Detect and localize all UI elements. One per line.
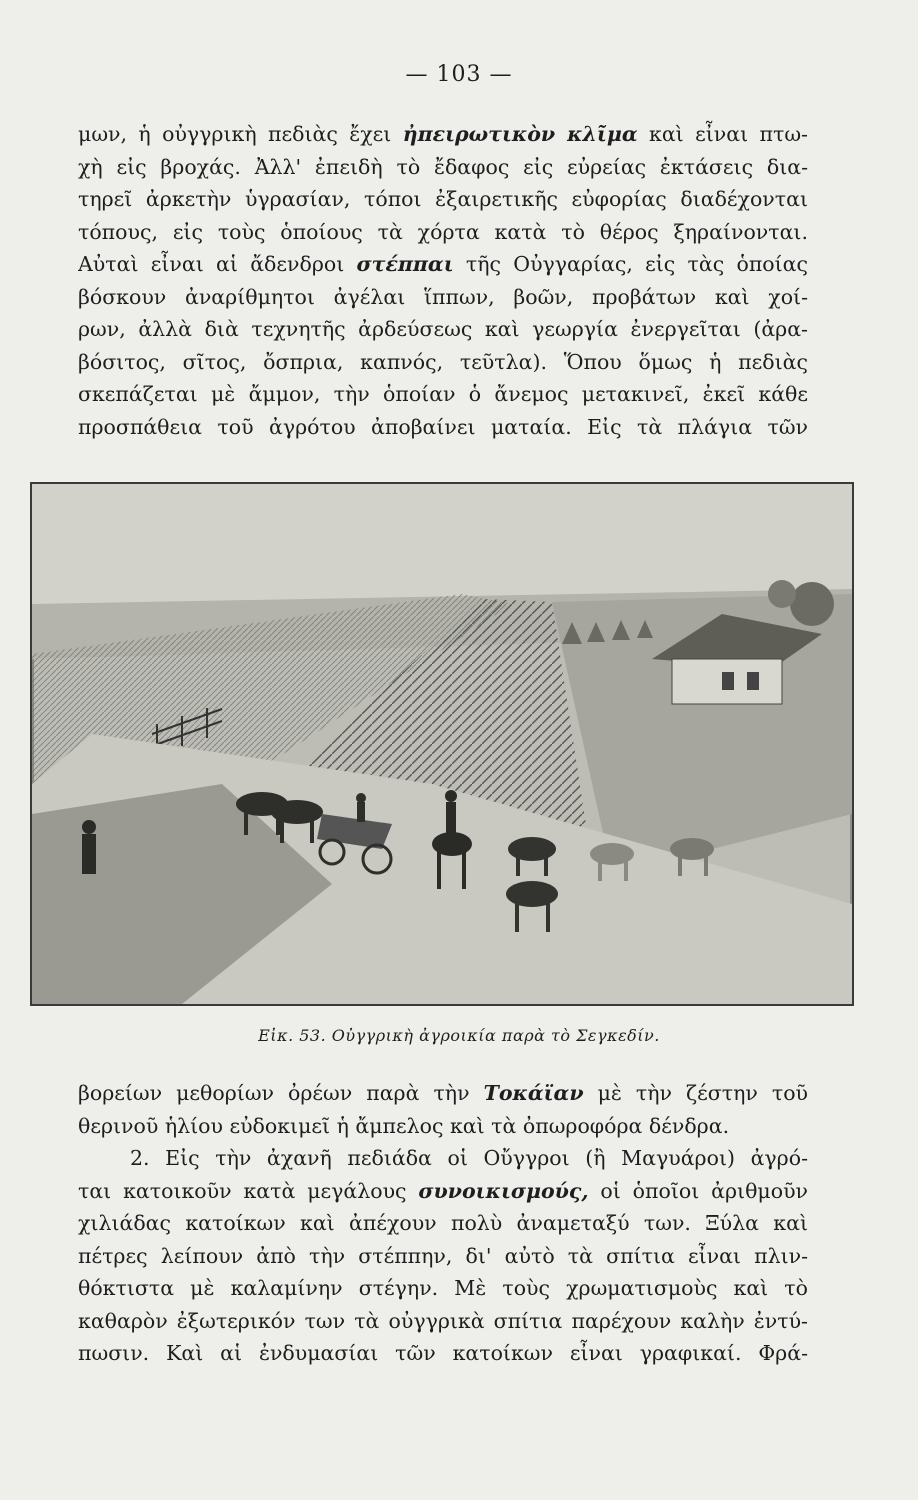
text-line — [78, 1272, 808, 1305]
text-line — [78, 1142, 808, 1175]
text-segment: μων, ἡ οὐγγρικὴ πεδιὰς ἔχει — [78, 122, 403, 146]
text-segment: χὴ εἰς βροχάς. Ἀλλ' ἐπειδὴ τὸ ἔδαφος εἰς εὐρείας ἐκτάσεις δια- — [78, 154, 808, 179]
text-line — [78, 281, 808, 314]
emphasis-term: συνοικισμούς, — [418, 1178, 589, 1203]
text-block-top — [78, 118, 808, 443]
text-segment: χιλιάδας κατοίκων καὶ ἀπέχουν πολὺ ἀναμεταξύ των. Ξύλα καὶ — [78, 1211, 808, 1235]
figure-caption: Εἰκ. 53. Οὐγγρικὴ ἀγροικία παρὰ τὸ Σεγκεδίν. — [258, 1026, 660, 1045]
page-number: — 103 — — [405, 62, 513, 87]
text-segment: πέτρες λείπουν ἀπὸ τὴν στέππην, δι' αὐτὸ τὰ σπίτια εἶναι πλιν- — [78, 1243, 808, 1268]
text-line — [78, 216, 808, 249]
standing-figure — [82, 820, 96, 874]
emphasis-term: Τοκάϊαν — [483, 1081, 584, 1105]
text-segment: μὲ τὴν ζέστην τοῦ — [583, 1081, 808, 1105]
figure-engraving — [30, 482, 854, 1006]
text-line — [78, 151, 808, 184]
text-line — [78, 183, 808, 216]
text-segment: τηρεῖ ἀρκετὴν ὑγρασίαν, τόποι ἐξαιρετικῆς εὐφορίας διαδέχονται — [78, 187, 808, 211]
text-line — [78, 1207, 808, 1240]
text-segment: θερινοῦ ἡλίου εὐδοκιμεῖ ἡ ἄμπελος καὶ τὰ ὀπωροφόρα δένδρα. — [78, 1113, 730, 1138]
text-segment: καὶ εἶναι πτω- — [637, 122, 808, 146]
text-segment: τόπους, εἰς τοὺς ὁποίους τὰ χόρτα κατὰ τὸ θέρος ξηραίνονται. — [78, 219, 808, 244]
emphasis-term: στέππαι — [356, 252, 454, 276]
text-line — [78, 248, 808, 281]
text-line — [78, 378, 808, 411]
farm-scene-illustration — [32, 484, 852, 1004]
text-segment: τῆς Οὐγγαρίας, εἰς τὰς ὁποίας — [453, 252, 808, 276]
text-block-bottom — [78, 1077, 808, 1370]
text-segment: ται κατοικοῦν κατὰ μεγάλους — [78, 1178, 419, 1203]
emphasis-term: ἠπειρωτικὸν κλῖμα — [402, 122, 638, 146]
text-line — [78, 1337, 808, 1370]
text-segment: σκεπάζεται μὲ ἄμμον, τὴν ὁποίαν ὁ ἄνεμος μετακινεῖ, ἐκεῖ κάθε — [78, 382, 808, 406]
text-segment: πωσιν. Καὶ αἱ ἐνδυμασίαι τῶν κατοίκων εἶναι γραφικαί. Φρά- — [78, 1341, 808, 1365]
text-segment: θόκτιστα μὲ καλαμίνην στέγην. Μὲ τοὺς χρωματισμοὺς καὶ τὸ — [78, 1276, 808, 1300]
text-segment: βόσκουν ἀναρίθμητοι ἀγέλαι ἵππων, βοῶν, προβάτων καὶ χοί- — [78, 284, 808, 309]
text-line — [78, 1077, 808, 1110]
text-line — [78, 1110, 808, 1143]
text-line — [78, 118, 808, 151]
text-line — [78, 411, 808, 444]
text-segment: 2. Εἰς τὴν ἀχανῆ πεδιάδα οἱ Οὔγγροι (ἢ Μαγυάροι) ἀγρό- — [130, 1146, 808, 1170]
text-segment: ρων, ἀλλὰ διὰ τεχνητῆς ἀρδεύσεως καὶ γεωργία ἐνεργεῖται (ἀρα- — [78, 317, 808, 341]
text-segment: προσπάθεια τοῦ ἀγρότου ἀποβαίνει ματαία. Εἰς τὰ πλάγια τῶν — [78, 414, 808, 439]
text-segment: βορείων μεθορίων ὀρέων παρὰ τὴν — [78, 1081, 484, 1105]
text-line — [78, 346, 808, 379]
text-segment: Αὐταὶ εἶναι αἱ ἄδενδροι — [78, 252, 357, 276]
text-line — [78, 1175, 808, 1208]
text-segment: καθαρὸν ἐξωτερικόν των τὰ οὐγγρικὰ σπίτια παρέχουν καλὴν ἐντύ- — [78, 1308, 808, 1333]
text-line — [78, 313, 808, 346]
text-segment: βόσιτος, σῖτος, ὄσπρια, καπνός, τεῦτλα). Ὅπου ὅμως ἡ πεδιὰς — [78, 349, 808, 374]
text-line — [78, 1240, 808, 1273]
text-segment: οἱ ὁποῖοι ἀριθμοῦν — [588, 1178, 808, 1203]
text-line — [78, 1305, 808, 1338]
